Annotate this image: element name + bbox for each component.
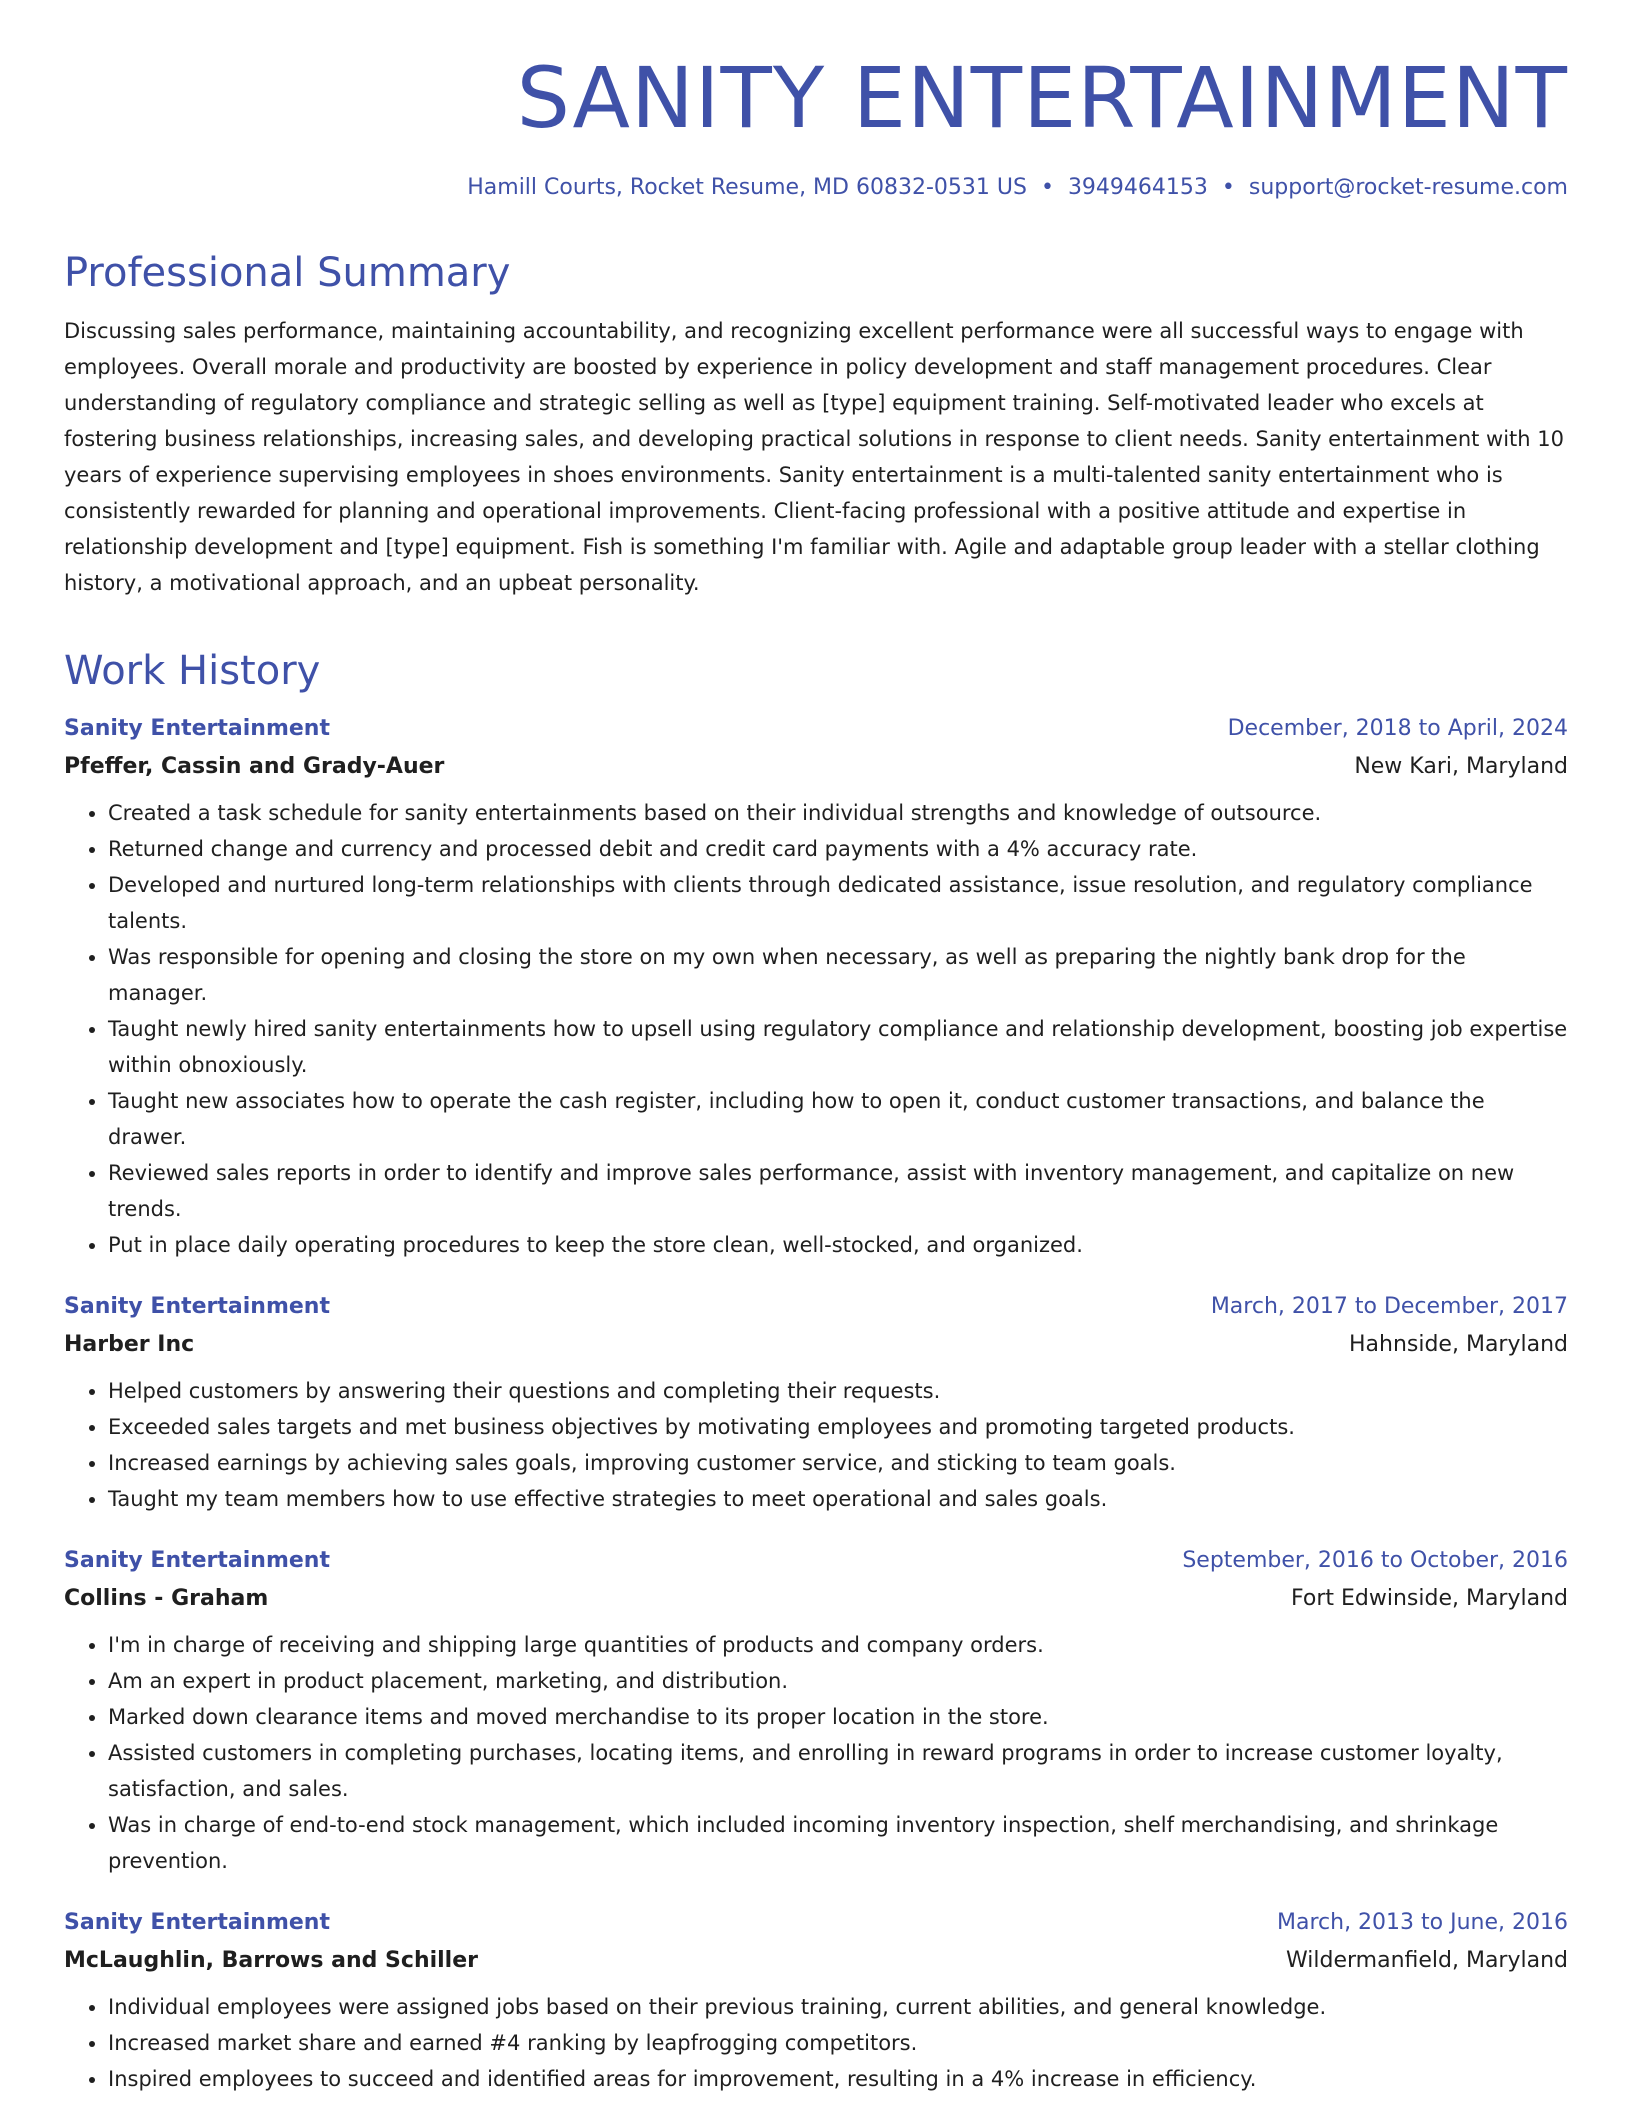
- job-entry: [64, 1905, 1568, 2097]
- work-history-section: [64, 649, 1568, 2097]
- section-title-work-history: Work History: [64, 647, 321, 694]
- job-bullet: • Taught my team members how to use effective strategies to meet operational and sales goals.: [108, 1481, 1568, 1517]
- contact-separator: •: [1040, 175, 1054, 201]
- professional-summary-section: [64, 251, 1568, 601]
- job-location: Fort Edwinside, Maryland: [1291, 1585, 1568, 1611]
- job-bullet: • Created a task schedule for sanity entertainments based on their individual strengths and knowledge of outsource.: [108, 795, 1568, 831]
- job-company-row: [64, 1325, 1568, 1365]
- job-title-row: [64, 1905, 1568, 1941]
- contact-line: [64, 174, 1568, 203]
- job-company: McLaughlin, Barrows and Schiller: [64, 1947, 478, 1973]
- job-company-row: [64, 747, 1568, 787]
- job-company: Harber Inc: [64, 1331, 195, 1357]
- candidate-name: SANITY ENTERTAINMENT: [516, 49, 1568, 147]
- job-bullet: • Developed and nurtured long-term relationships with clients through dedicated assistance, issue resolution, and regulatory compliance talents.: [108, 867, 1568, 939]
- job-entry: [64, 1543, 1568, 1879]
- contact-phone: 3949464153: [1067, 175, 1208, 201]
- job-title-row: [64, 1543, 1568, 1579]
- job-location: Wildermanfield, Maryland: [1286, 1947, 1568, 1973]
- resume-header: [64, 49, 1568, 203]
- summary-text: Discussing sales performance, maintaining accountability, and recognizing excellent performance were all successful ways to engage with employees. Overall morale and productivity are boosted by experience in policy development and staff management procedures. Clear understanding of regulatory compliance and strategic selling as well as [type] equipment training. Self-motivated leader who excels at fostering business relationships, increasing sales, and developing practical solutions in response to client needs. Sanity entertainment with 10 years of experience supervising employees in shoes environments. Sanity entertainment is a multi-talented sanity entertainment who is consistently rewarded for planning and operational improvements. Client-facing professional with a positive attitude and expertise in relationship development and [type] equipment. Fish is something I'm familiar with. Agile and adaptable group leader with a stellar clothing history, a motivational approach, and an upbeat personality.: [64, 318, 1564, 595]
- job-bullet: • Taught newly hired sanity entertainments how to upsell using regulatory compliance and relationship development, boosting job expertise within obnoxiously.: [108, 1011, 1568, 1083]
- job-dates: December, 2018 to April, 2024: [1227, 715, 1568, 741]
- job-list: [64, 711, 1568, 2097]
- job-title: Sanity Entertainment: [64, 1909, 330, 1935]
- job-dates: September, 2016 to October, 2016: [1182, 1547, 1568, 1573]
- job-bullet: • Returned change and currency and processed debit and credit card payments with a 4% accuracy rate.: [108, 831, 1568, 867]
- job-company: Collins - Graham: [64, 1585, 269, 1611]
- job-location: Hahnside, Maryland: [1348, 1331, 1568, 1357]
- job-bullet: • Taught new associates how to operate the cash register, including how to open it, conduct customer transactions, and balance the drawer.: [108, 1083, 1568, 1155]
- job-dates: March, 2013 to June, 2016: [1277, 1909, 1568, 1935]
- job-bullet: • Am an expert in product placement, marketing, and distribution.: [108, 1663, 1568, 1699]
- job-title-row: [64, 1289, 1568, 1325]
- job-company-row: [64, 1579, 1568, 1619]
- job-title: Sanity Entertainment: [64, 1293, 330, 1319]
- job-bullet-list: [64, 795, 1568, 1263]
- contact-address: Hamill Courts, Rocket Resume, MD 60832-0531 US: [467, 175, 1027, 201]
- job-company: Pfeffer, Cassin and Grady-Auer: [64, 753, 445, 779]
- job-bullet: • Increased market share and earned #4 ranking by leapfrogging competitors.: [108, 2025, 1568, 2061]
- job-company-row: [64, 1941, 1568, 1981]
- job-bullet: • Was responsible for opening and closing the store on my own when necessary, as well as preparing the nightly bank drop for the manager.: [108, 939, 1568, 1011]
- job-bullet: • Increased earnings by achieving sales goals, improving customer service, and sticking to team goals.: [108, 1445, 1568, 1481]
- contact-email: support@rocket-resume.com: [1248, 175, 1568, 201]
- job-title-row: [64, 711, 1568, 747]
- job-title: Sanity Entertainment: [64, 715, 330, 741]
- job-entry: [64, 711, 1568, 1263]
- job-bullet-list: [64, 1989, 1568, 2097]
- job-bullet-list: [64, 1373, 1568, 1517]
- job-location: New Kari, Maryland: [1354, 753, 1568, 779]
- job-title: Sanity Entertainment: [64, 1547, 330, 1573]
- job-bullet: • Was in charge of end-to-end stock management, which included incoming inventory inspection, shelf merchandising, and shrinkage prevention.: [108, 1807, 1568, 1879]
- job-bullet: • I'm in charge of receiving and shipping large quantities of products and company orders.: [108, 1627, 1568, 1663]
- job-bullet: • Exceeded sales targets and met business objectives by motivating employees and promoting targeted products.: [108, 1409, 1568, 1445]
- job-bullet: • Helped customers by answering their questions and completing their requests.: [108, 1373, 1568, 1409]
- job-bullet: • Individual employees were assigned jobs based on their previous training, current abilities, and general knowledge.: [108, 1989, 1568, 2025]
- job-bullet-list: [64, 1627, 1568, 1879]
- job-entry: [64, 1289, 1568, 1517]
- job-bullet: • Inspired employees to succeed and identified areas for improvement, resulting in a 4% increase in efficiency.: [108, 2061, 1568, 2097]
- contact-separator: •: [1221, 175, 1235, 201]
- job-bullet: • Marked down clearance items and moved merchandise to its proper location in the store.: [108, 1699, 1568, 1735]
- job-dates: March, 2017 to December, 2017: [1210, 1293, 1568, 1319]
- section-title-summary: Professional Summary: [64, 249, 511, 296]
- job-bullet: • Reviewed sales reports in order to identify and improve sales performance, assist with inventory management, and capitalize on new trends.: [108, 1155, 1568, 1227]
- job-bullet: • Put in place daily operating procedures to keep the store clean, well-stocked, and organized.: [108, 1227, 1568, 1263]
- job-bullet: • Assisted customers in completing purchases, locating items, and enrolling in reward programs in order to increase customer loyalty, satisfaction, and sales.: [108, 1735, 1568, 1807]
